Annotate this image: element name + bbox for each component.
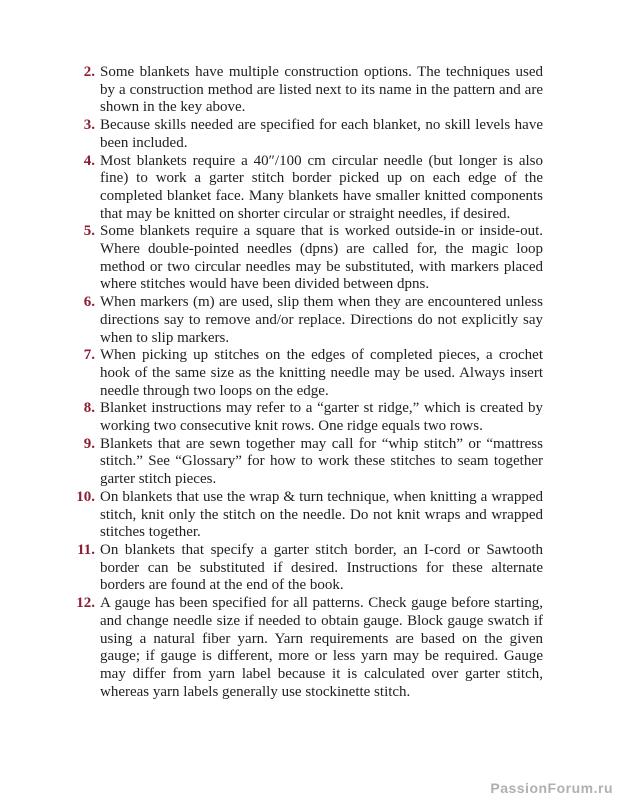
list-item bbox=[60, 595, 543, 701]
list-item bbox=[60, 436, 543, 489]
list-item bbox=[60, 294, 543, 347]
item-number: 8. bbox=[83, 400, 95, 417]
item-text: Some blankets require a square that is worked outside-in or inside-out. Where double-pointed needles (dpns) are called for, the magic loop method or two circular needles may be substituted, with markers placed where stitches would have been divided between dpns. bbox=[100, 223, 543, 293]
item-number: 11. bbox=[77, 541, 95, 558]
item-text: Blanket instructions may refer to a “garter st ridge,” which is created by working two consecutive knit rows. One ridge equals two rows. bbox=[100, 400, 543, 435]
item-number: 10. bbox=[76, 488, 95, 505]
item-number: 9. bbox=[83, 435, 95, 452]
item-number: 3. bbox=[83, 117, 95, 134]
list-item bbox=[60, 153, 543, 224]
list-item bbox=[60, 64, 543, 117]
item-text: When picking up stitches on the edges of completed pieces, a crochet hook of the same size as the knitting needle may be used. Always insert needle through two loops on the edge. bbox=[100, 347, 543, 399]
item-number: 5. bbox=[83, 223, 95, 240]
item-number: 7. bbox=[83, 347, 95, 364]
list-item bbox=[60, 223, 543, 294]
list-item bbox=[60, 347, 543, 400]
item-text: Most blankets require a 40″/100 cm circular needle (but longer is also fine) to work a garter stitch border picked up on each edge of the completed blanket face. Many blankets have smaller knitted components that may be knitted on shorter circular or straight needles, if desired. bbox=[100, 152, 543, 222]
item-text: Because skills needed are specified for each blanket, no skill levels have been included. bbox=[100, 117, 543, 151]
item-text: Some blankets have multiple construction options. The techniques used by a construction method are listed next to its name in the pattern and are shown in the key above. bbox=[100, 64, 543, 116]
watermark-text: PassionForum.ru bbox=[490, 780, 613, 796]
list-item bbox=[60, 489, 543, 542]
list-item bbox=[60, 400, 543, 435]
list-item bbox=[60, 542, 543, 595]
item-number: 12. bbox=[76, 595, 95, 612]
instruction-list bbox=[60, 64, 543, 701]
item-text: On blankets that specify a garter stitch border, an I-cord or Sawtooth border can be substituted if desired. Instructions for these alternate borders are found at the end of the book. bbox=[100, 541, 543, 594]
item-number: 2. bbox=[83, 64, 95, 80]
item-number: 6. bbox=[83, 294, 95, 311]
item-text: When markers (m) are used, slip them when they are encountered unless directions say to remove and/or replace. Directions do not explicitly say when to slip markers. bbox=[100, 294, 543, 346]
item-text: Blankets that are sewn together may call for “whip stitch” or “mattress stitch.” See “Glossary” for how to work these stitches to seam together garter stitch pieces. bbox=[100, 435, 543, 488]
item-number: 4. bbox=[83, 152, 95, 169]
item-text: A gauge has been specified for all patterns. Check gauge before starting, and change needle size if needed to obtain gauge. Block gauge swatch if using a natural fiber yarn. Yarn requirements are based on the given gauge; if gauge is different, more or less yarn may be required. Gauge may differ from yarn label because it is calculated over garter stitch, whereas yarn labels generally use stockinette stitch. bbox=[100, 595, 543, 700]
list-item bbox=[60, 117, 543, 152]
item-text: On blankets that use the wrap & turn technique, when knitting a wrapped stitch, knit only the stitch on the needle. Do not knit wraps and wrapped stitches together. bbox=[100, 488, 543, 541]
